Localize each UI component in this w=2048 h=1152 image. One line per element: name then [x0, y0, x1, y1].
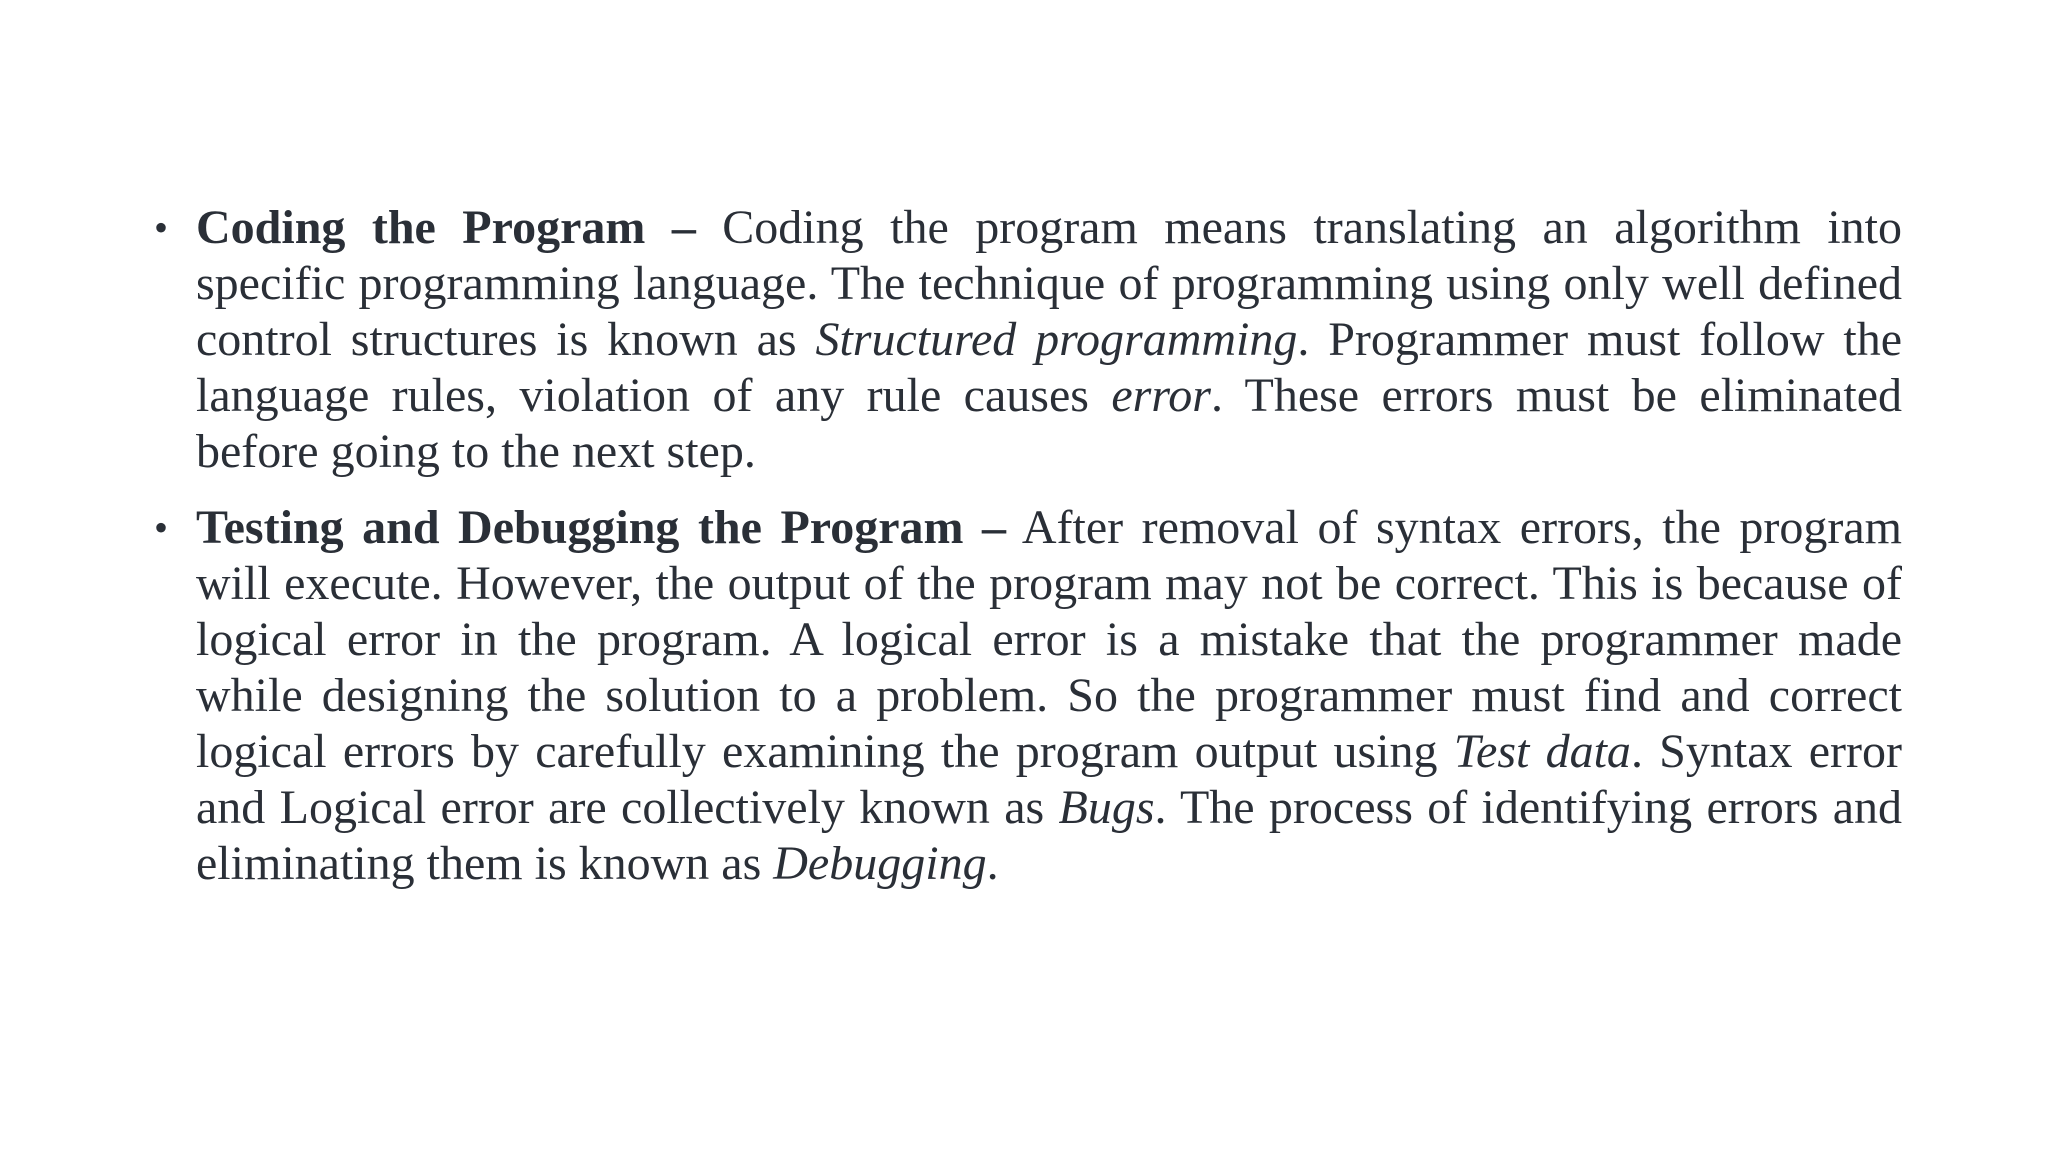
item-text: . These errors must be eliminated before going to the next step. [196, 369, 1902, 478]
item-text: . Programmer must follow the language rules, violation of any rule causes [196, 313, 1902, 422]
item-text: After removal of syntax errors, the program will execute. However, the output of the program may not be correct. This is because of logical error in the program. A logical error is a mistake that the programmer made while designing the solution to a problem. So the programmer must find and correct logical errors by carefully examining the program output using [196, 501, 1902, 778]
item-text: . Syntax error and Logical error are collectively known as [196, 725, 1902, 834]
item-text: . The process of identifying errors and eliminating them is known as [196, 781, 1902, 890]
item-text: . [986, 837, 999, 890]
emphasis-term: Test data [1453, 725, 1631, 778]
bullet-dot: • [154, 205, 169, 250]
bullet-list [150, 200, 1902, 912]
bullet-item-testing [150, 500, 1902, 892]
emphasis-term: Debugging [773, 837, 987, 890]
emphasis-term: Bugs [1058, 781, 1155, 834]
bullet-item-coding [150, 200, 1902, 480]
item-text: Coding the program means translating an algorithm into specific programming language. The technique of programming using only well defined control structures is known as [196, 201, 1903, 366]
emphasis-term: Structured programming [815, 313, 1298, 366]
item-title: Coding the Program – [196, 201, 696, 254]
bullet-dot: • [154, 505, 169, 550]
item-title: Testing and Debugging the Program – [196, 501, 1006, 554]
emphasis-term: error [1111, 369, 1211, 422]
